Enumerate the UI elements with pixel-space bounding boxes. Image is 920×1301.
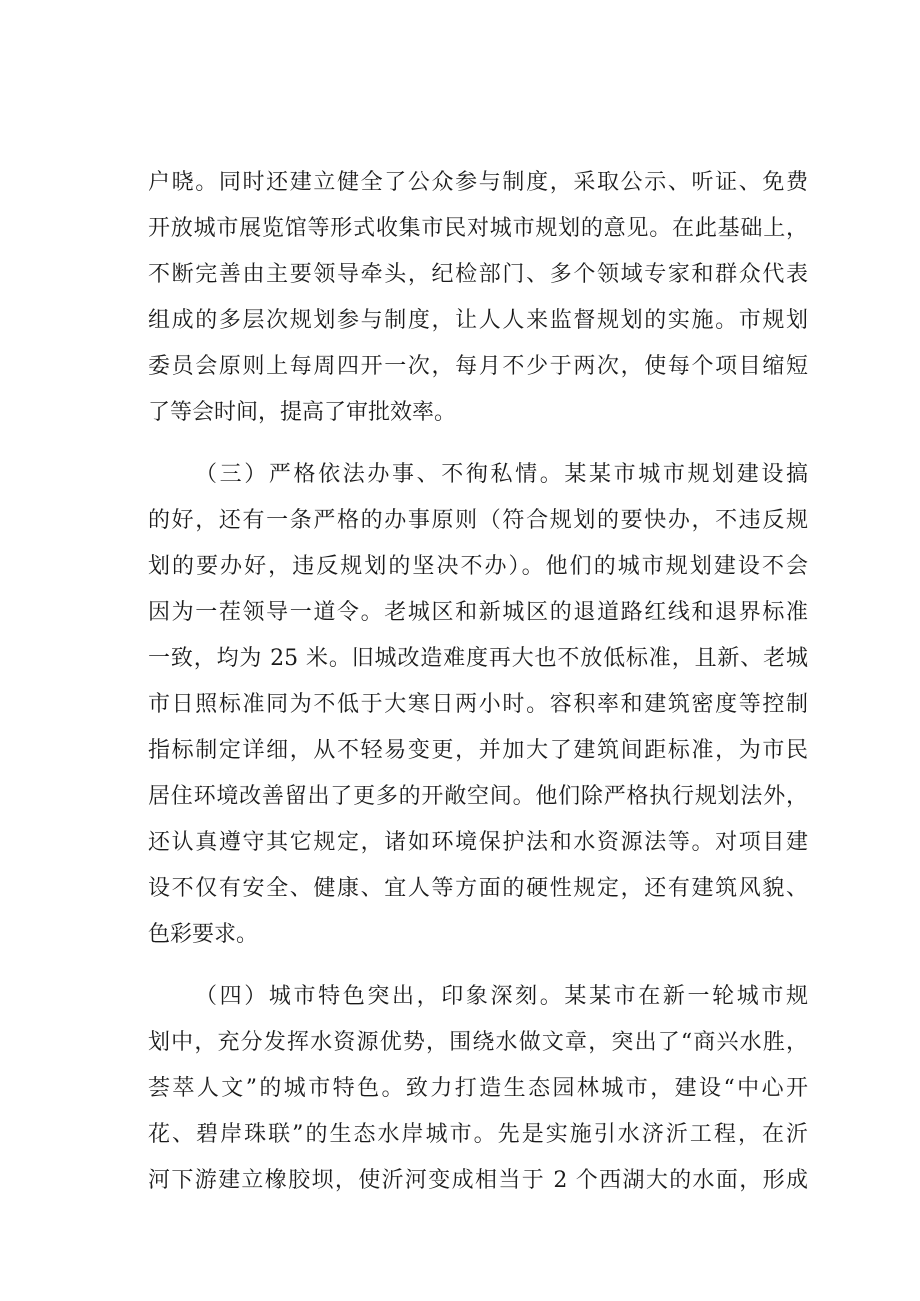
- paragraph-line: 了等会时间，提高了审批效率。: [148, 400, 457, 425]
- paragraph-line: 不断完善由主要领导牵头，纪检部门、多个领域专家和群众代表: [148, 262, 808, 287]
- paragraph-line: 居住环境改善留出了更多的开敞空间。他们除严格执行规划法外，: [148, 784, 808, 809]
- paragraph-line: 委员会原则上每周四开一次，每月不少于两次，使每个项目缩短: [148, 354, 808, 379]
- paragraph-line: 色彩要求。: [148, 922, 259, 947]
- section-heading-line: （四）城市特色突出，印象深刻。某某市在新一轮城市规: [195, 984, 808, 1009]
- paragraph-line: 一致，均为 25 米。旧城改造难度再大也不放低标准，且新、老城: [148, 646, 808, 671]
- paragraph-line: 因为一茬领导一道令。老城区和新城区的退道路红线和退界标准: [148, 600, 808, 625]
- paragraph-line: 花、碧岸珠联”的生态水岸城市。先是实施引水济沂工程，在沂: [148, 1122, 808, 1147]
- paragraph-line: 开放城市展览馆等形式收集市民对城市规划的意见。在此基础上，: [148, 216, 808, 241]
- paragraph-line: 户晓。同时还建立健全了公众参与制度，采取公示、听证、免费: [148, 170, 808, 195]
- paragraph-line: 还认真遵守其它规定，诸如环境保护法和水资源法等。对项目建: [148, 830, 808, 855]
- paragraph-line: 划中，充分发挥水资源优势，围绕水做文章，突出了“商兴水胜，: [148, 1030, 808, 1055]
- section-heading-line: （三）严格依法办事、不徇私情。某某市城市规划建设搞: [195, 462, 808, 487]
- paragraph-line: 荟萃人文”的城市特色。致力打造生态园林城市，建设“中心开: [148, 1076, 808, 1101]
- paragraph-line: 指标制定详细，从不轻易变更，并加大了建筑间距标准，为市民: [148, 738, 808, 763]
- paragraph-line: 设不仅有安全、健康、宜人等方面的硬性规定，还有建筑风貌、: [148, 876, 808, 901]
- paragraph-line: 的好，还有一条严格的办事原则（符合规划的要快办，不违反规: [148, 508, 808, 533]
- paragraph-line: 组成的多层次规划参与制度，让人人来监督规划的实施。市规划: [148, 308, 808, 333]
- paragraph-line: 河下游建立橡胶坝，使沂河变成相当于 2 个西湖大的水面，形成: [148, 1168, 808, 1193]
- paragraph-line: 市日照标准同为不低于大寒日两小时。容积率和建筑密度等控制: [148, 692, 808, 717]
- paragraph-line: 划的要办好，违反规划的坚决不办）。他们的城市规划建设不会: [148, 554, 808, 579]
